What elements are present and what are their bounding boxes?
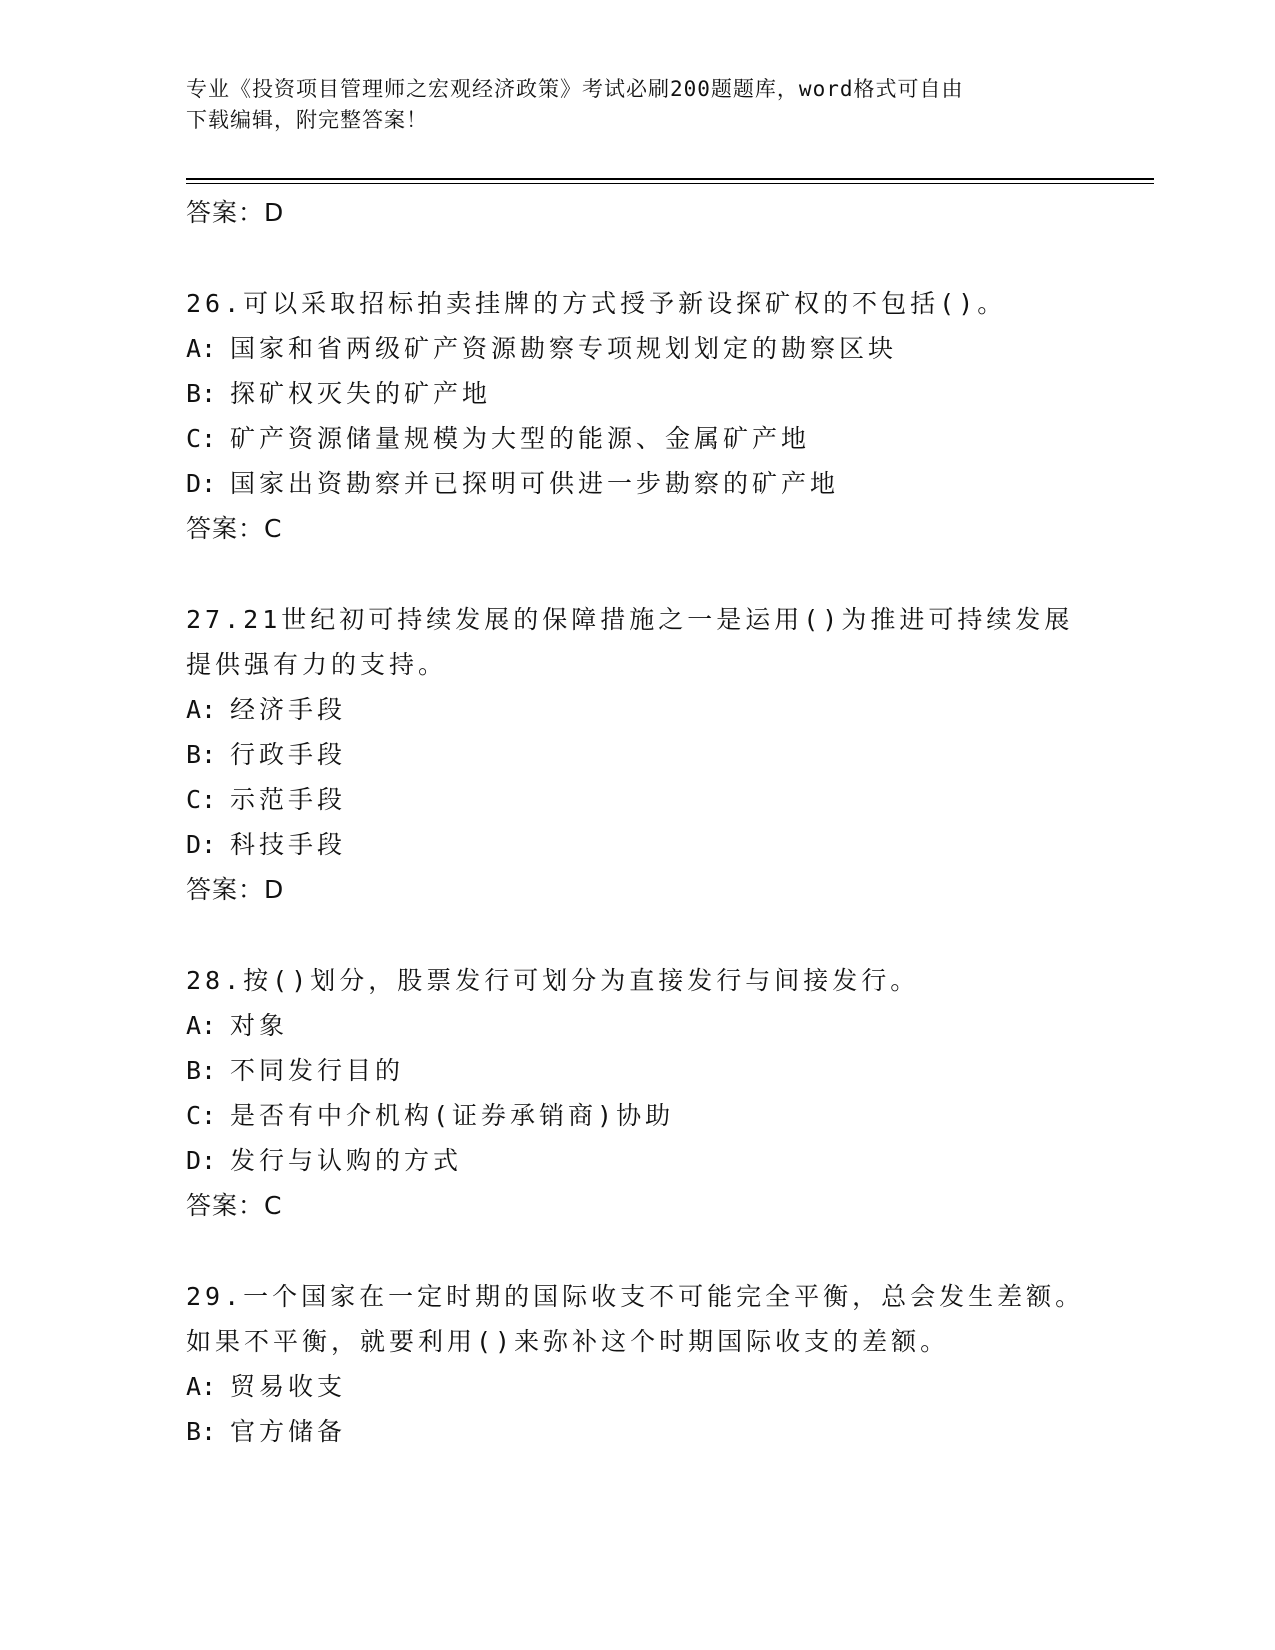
option-d	[186, 461, 1086, 506]
option-text: 示范手段	[230, 785, 347, 814]
option-key: D:	[186, 469, 217, 498]
option-text: 贸易收支	[230, 1372, 347, 1401]
option-c	[186, 416, 1086, 461]
option-key: B:	[186, 1056, 217, 1085]
option-text: 不同发行目的	[230, 1056, 405, 1085]
option-a	[186, 687, 1086, 732]
question-stem: 26.可以采取招标拍卖挂牌的方式授予新设探矿权的不包括()。	[186, 289, 1007, 318]
option-key: B:	[186, 1417, 217, 1446]
option-key: C:	[186, 424, 217, 453]
option-b	[186, 732, 1086, 777]
option-b	[186, 1409, 1086, 1454]
document-body	[186, 190, 1086, 1454]
option-key: A:	[186, 334, 217, 363]
option-a	[186, 326, 1086, 371]
question-29	[186, 1274, 1086, 1454]
option-text: 是否有中介机构(证券承销商)协助	[230, 1101, 675, 1130]
question-27	[186, 597, 1086, 912]
question-28	[186, 958, 1086, 1228]
option-a	[186, 1003, 1086, 1048]
option-text: 行政手段	[230, 740, 347, 769]
option-text: 科技手段	[230, 830, 347, 859]
option-key: A:	[186, 1011, 217, 1040]
question-stem: 28.按()划分，股票发行可划分为直接发行与间接发行。	[186, 966, 920, 995]
option-text: 官方储备	[230, 1417, 347, 1446]
option-key: D:	[186, 830, 217, 859]
answer-line: 答案：D	[186, 875, 285, 904]
option-key: B:	[186, 740, 217, 769]
option-text: 国家和省两级矿产资源勘察专项规划划定的勘察区块	[230, 334, 898, 363]
option-c	[186, 1093, 1086, 1138]
document-header	[186, 74, 1066, 136]
option-text: 经济手段	[230, 695, 347, 724]
option-text: 国家出资勘察并已探明可供进一步勘察的矿产地	[230, 469, 840, 498]
option-b	[186, 371, 1086, 416]
option-key: C:	[186, 1101, 217, 1130]
header-line-2: 下载编辑，附完整答案！	[186, 108, 428, 132]
option-text: 对象	[230, 1011, 289, 1040]
answer-line: 答案：C	[186, 1191, 283, 1220]
option-d	[186, 1138, 1086, 1183]
option-text: 矿产资源储量规模为大型的能源、金属矿产地	[230, 424, 811, 453]
question-stem: 29.一个国家在一定时期的国际收支不可能完全平衡，总会发生差额。如果不平衡，就要利用()来弥补这个时期国际收支的差额。	[186, 1282, 1085, 1356]
option-key: A:	[186, 1372, 217, 1401]
option-key: D:	[186, 1146, 217, 1175]
option-text: 探矿权灭失的矿产地	[230, 379, 492, 408]
answer-line: 答案：C	[186, 514, 283, 543]
option-a	[186, 1364, 1086, 1409]
option-key: C:	[186, 785, 217, 814]
question-stem: 27.21世纪初可持续发展的保障措施之一是运用()为推进可持续发展提供强有力的支持。	[186, 605, 1074, 679]
option-key: B:	[186, 379, 217, 408]
header-rule-thin	[186, 183, 1154, 184]
option-c	[186, 777, 1086, 822]
option-b	[186, 1048, 1086, 1093]
header-line-1: 专业《投资项目管理师之宏观经济政策》考试必刷200题题库，word格式可自由	[186, 77, 964, 101]
header-rule-thick	[186, 178, 1154, 180]
option-text: 发行与认购的方式	[230, 1146, 463, 1175]
question-26	[186, 281, 1086, 551]
answer-line: 答案：D	[186, 198, 285, 227]
option-d	[186, 822, 1086, 867]
option-key: A:	[186, 695, 217, 724]
